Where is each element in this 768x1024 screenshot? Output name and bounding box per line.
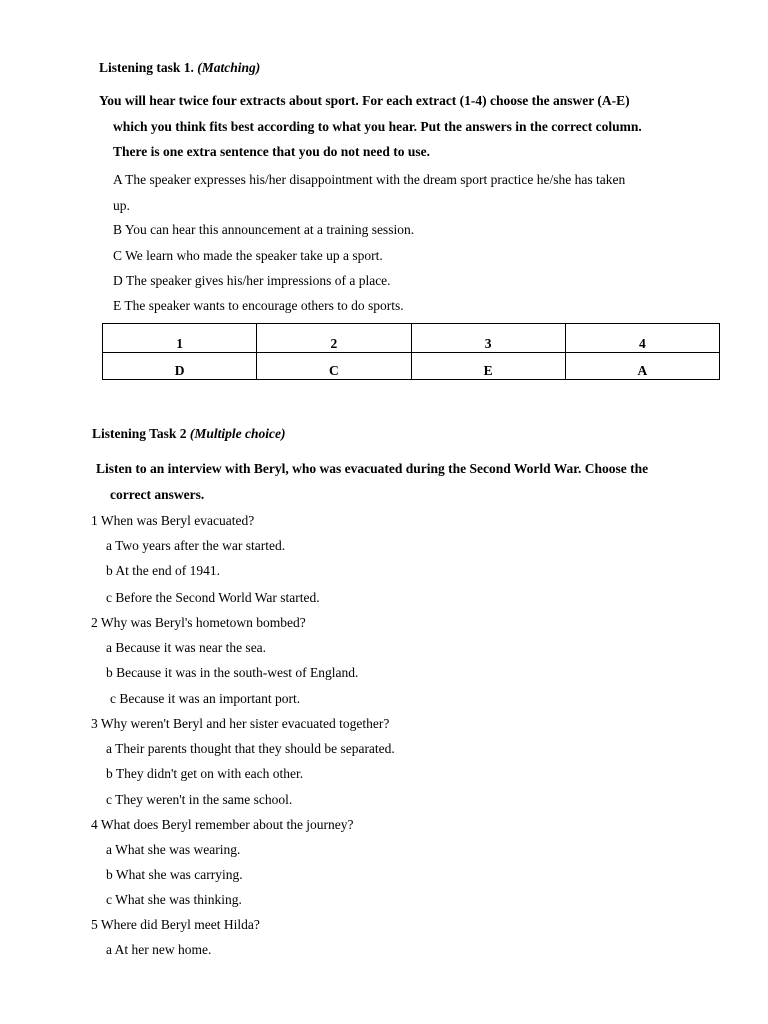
question-line: 5 Where did Beryl meet Hilda? [91,917,260,932]
answer-table-answer-cell: E [411,353,565,380]
task2-instruction-line: Listen to an interview with Beryl, who was evacuated during the Second World War. Choose the [96,461,649,476]
task1-option: up. [113,198,130,213]
question-line: 4 What does Beryl remember about the journey? [91,817,354,832]
answer-option: a Because it was near the sea. [106,640,267,655]
task2-instruction-line: correct answers. [110,487,205,502]
answer-option: c Before the Second World War started. [106,590,320,605]
answer-option: b At the end of 1941. [106,563,220,578]
task1-option: E The speaker wants to encourage others to do sports. [113,298,404,313]
answer-option: a What she was wearing. [106,842,241,857]
answer-option: a Their parents thought that they should be separated. [106,741,395,756]
answer-table-header-cell: 3 [411,324,565,353]
task1-title-type: (Matching) [197,60,261,75]
answer-table-header-cell: 2 [257,324,411,353]
task1-option: B You can hear this announcement at a training session. [113,222,415,237]
answer-option: c What she was thinking. [106,892,242,907]
question-line: 1 When was Beryl evacuated? [91,513,255,528]
answer-table [102,323,720,380]
task1-instruction-line: There is one extra sentence that you do not need to use. [113,144,430,159]
answer-option: a Two years after the war started. [106,538,286,553]
answer-table-answer-cell: A [565,353,719,380]
task2-title [92,426,286,442]
task1-title [99,60,260,76]
answer-option: b Because it was in the south-west of England. [106,665,359,680]
task1-title-prefix: Listening task 1. [99,60,198,75]
answer-option: b They didn't get on with each other. [106,766,304,781]
answer-table-header-cell: 1 [103,324,257,353]
answer-option: a At her new home. [106,942,212,957]
answer-table-answer-cell: C [257,353,411,380]
question-line: 2 Why was Beryl's hometown bombed? [91,615,306,630]
task1-option: D The speaker gives his/her impressions of a place. [113,273,391,288]
task1-option: A The speaker expresses his/her disappointment with the dream sport practice he/she has taken [113,172,626,187]
answer-table-answer-cell: D [103,353,257,380]
question-line: 3 Why weren't Beryl and her sister evacuated together? [91,716,390,731]
task1-option: C We learn who made the speaker take up a sport. [113,248,383,263]
answer-table-header-cell: 4 [565,324,719,353]
task2-title-prefix: Listening Task 2 [92,426,190,441]
answer-option: c They weren't in the same school. [106,792,293,807]
answer-table-answer-row [103,353,720,380]
task1-instruction-line: which you think fits best according to what you hear. Put the answers in the correct column. [113,119,642,134]
answer-option: b What she was carrying. [106,867,243,882]
task2-title-type: (Multiple choice) [189,426,286,441]
answer-table-header-row [103,324,720,353]
answer-option: c Because it was an important port. [110,691,301,706]
task1-instruction-line: You will hear twice four extracts about sport. For each extract (1-4) choose the answer (A-E) [99,93,630,108]
